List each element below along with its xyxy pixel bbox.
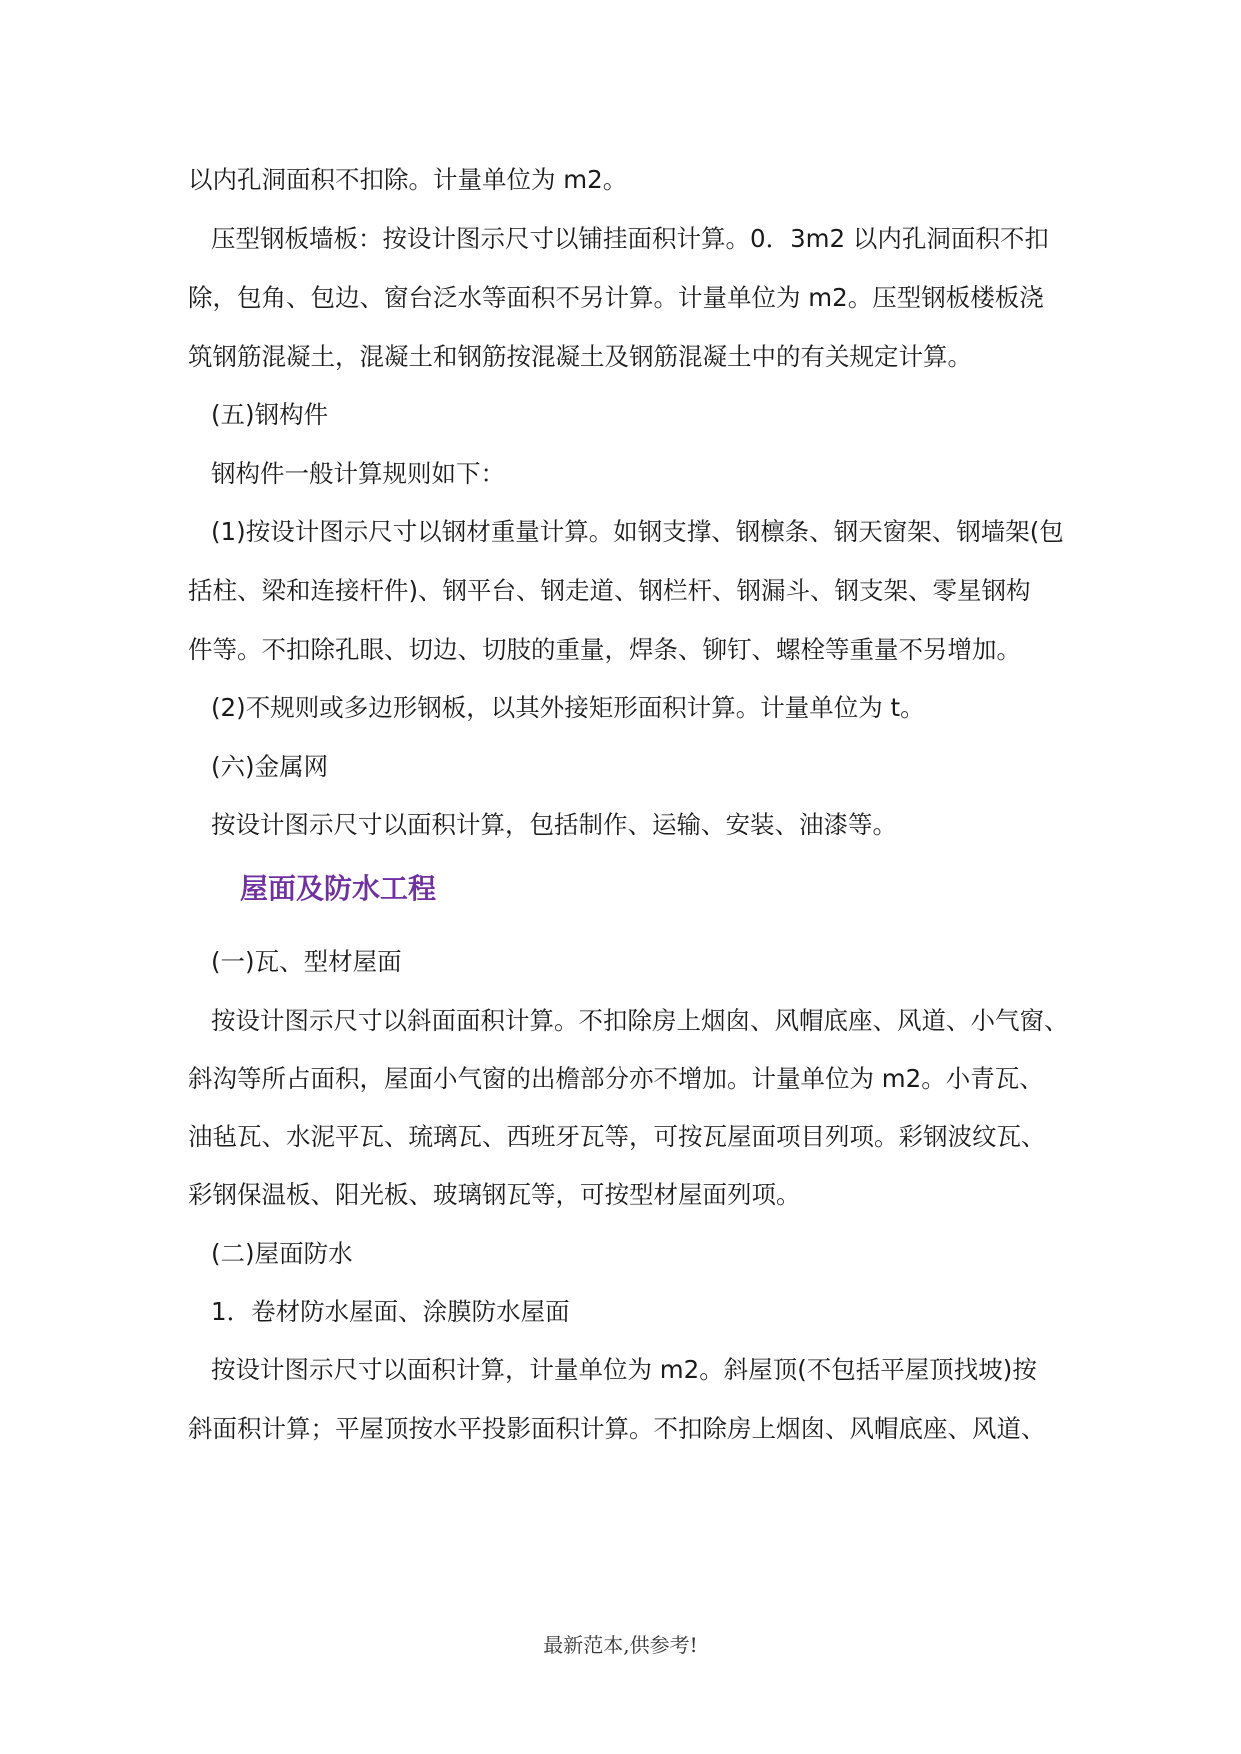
subsection-title: (一)瓦、型材屋面 <box>211 947 402 976</box>
text-line: 斜面积计算；平屋顶按水平投影面积计算。不扣除房上烟囱、风帽底座、风道、 <box>188 1414 1046 1443</box>
text-line: (2)不规则或多边形钢板，以其外接矩形面积计算。计量单位为 t。 <box>211 693 925 722</box>
text-line: 压型钢板墙板：按设计图示尺寸以铺挂面积计算。0．3m2 以内孔洞面积不扣 <box>211 224 1049 253</box>
subsection-title: (六)金属网 <box>211 752 329 781</box>
subsection-title: (五)钢构件 <box>211 400 329 429</box>
subsection-title: (二)屋面防水 <box>211 1239 353 1268</box>
text-line: 斜沟等所占面积，屋面小气窗的出檐部分亦不增加。计量单位为 m2。小青瓦、 <box>188 1064 1044 1093</box>
section-heading: 屋面及防水工程 <box>240 872 437 905</box>
text-line: 件等。不扣除孔眼、切边、切肢的重量，焊条、铆钉、螺栓等重量不另增加。 <box>188 635 1021 664</box>
text-line: 彩钢保温板、阳光板、玻璃钢瓦等，可按型材屋面列项。 <box>188 1180 801 1209</box>
text-line: 油毡瓦、水泥平瓦、琉璃瓦、西班牙瓦等，可按瓦屋面项目列项。彩钢波纹瓦、 <box>188 1122 1046 1151</box>
text-line: 钢构件一般计算规则如下： <box>211 459 505 488</box>
text-line: (1)按设计图示尺寸以钢材重量计算。如钢支撑、钢檩条、钢天窗架、钢墙架(包 <box>211 517 1064 546</box>
text-line: 以内孔洞面积不扣除。计量单位为 m2。 <box>188 165 628 194</box>
text-line: 除，包角、包边、窗台泛水等面积不另计算。计量单位为 m2。压型钢板楼板浇 <box>188 283 1044 312</box>
text-line: 按设计图示尺寸以面积计算，包括制作、运输、安装、油漆等。 <box>211 810 897 839</box>
text-line: 筑钢筋混凝土，混凝土和钢筋按混凝土及钢筋混凝土中的有关规定计算。 <box>188 342 972 371</box>
text-line: 按设计图示尺寸以面积计算，计量单位为 m2。斜屋顶(不包括平屋顶找坡)按 <box>211 1355 1037 1384</box>
text-line: 括柱、梁和连接杆件)、钢平台、钢走道、钢栏杆、钢漏斗、钢支架、零星钢构 <box>188 576 1031 605</box>
text-line: 1．卷材防水屋面、涂膜防水屋面 <box>211 1297 570 1326</box>
page-footer: 最新范本,供参考! <box>543 1633 698 1657</box>
text-line: 按设计图示尺寸以斜面面积计算。不扣除房上烟囱、风帽底座、风道、小气窗、 <box>211 1006 1069 1035</box>
